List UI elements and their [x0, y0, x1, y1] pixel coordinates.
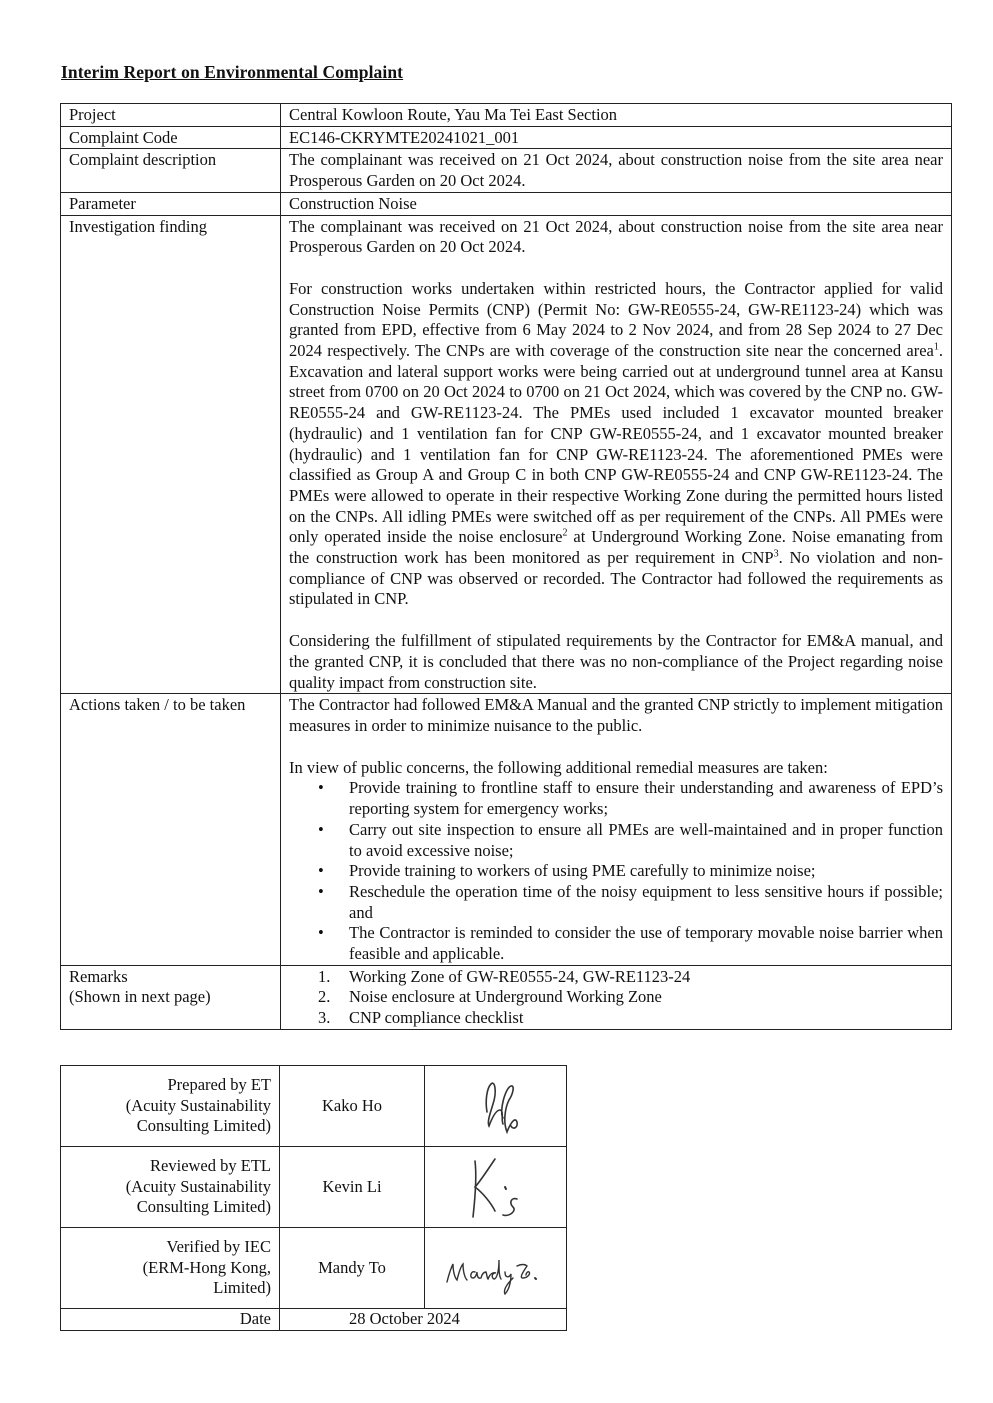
actions-label: Actions taken / to be taken: [61, 694, 281, 965]
complaint-code-label: Complaint Code: [61, 126, 281, 149]
prepared-role: Prepared by ET (Acuity Sustainability Consulting Limited): [61, 1066, 280, 1147]
report-title: Interim Report on Environmental Complaint: [61, 62, 404, 82]
complaint-table: [60, 103, 952, 1030]
parameter-label: Parameter: [61, 192, 281, 215]
actions-paragraph-1: The Contractor had followed EM&A Manual and the granted CNP strictly to implement mitigation measures in order to minimize nuisance to the public.: [289, 695, 943, 735]
project-value: Central Kowloon Route, Yau Ma Tei East Section: [281, 104, 952, 127]
remarks-label: Remarks (Shown in next page): [61, 965, 281, 1029]
row-reviewed: [61, 1147, 567, 1228]
list-item: • Provide training to frontline staff to ensure their understanding and awareness of EPD’s reporting system for emergency works;: [349, 778, 943, 819]
footnote-2: 2: [562, 527, 568, 539]
date-value: 28 October 2024: [280, 1309, 567, 1331]
row-verified: [61, 1228, 567, 1309]
verified-signature: [425, 1228, 567, 1309]
list-item: • Provide training to workers of using PME carefully to minimize noise;: [349, 861, 943, 882]
row-complaint-description: [61, 149, 952, 192]
date-label: Date: [61, 1309, 280, 1331]
footnote-1: 1: [933, 341, 939, 353]
investigation-finding-value: [281, 215, 952, 694]
row-prepared: [61, 1066, 567, 1147]
list-item: 2. Noise enclosure at Underground Working Zone: [318, 987, 662, 1007]
reviewed-signature: [425, 1147, 567, 1228]
row-complaint-code: [61, 126, 952, 149]
signature-to-icon: [425, 1228, 566, 1308]
complaint-description-label: Complaint description: [61, 149, 281, 192]
actions-value: [281, 694, 952, 965]
signoff-table: [60, 1065, 567, 1331]
complaint-code-value: EC146-CKRYMTE20241021_001: [281, 126, 952, 149]
list-item: • Reschedule the operation time of the noisy equipment to less sensitive hours if possible; and: [349, 882, 943, 923]
investigation-finding-label: Investigation finding: [61, 215, 281, 694]
project-label: Project: [61, 104, 281, 127]
prepared-signature: [425, 1066, 567, 1147]
reviewed-role: Reviewed by ETL (Acuity Sustainability Consulting Limited): [61, 1147, 280, 1228]
complaint-description-value: [281, 149, 952, 192]
remarks-sublabel: (Shown in next page): [69, 987, 211, 1007]
finding-paragraph-3: Considering the fulfillment of stipulated requirements by the Contractor for EM&A manual, and the granted CNP, it is concluded that there was no non-compliance of the Project regarding noise quality impact from construction site.: [289, 631, 943, 692]
description-text: The complainant was received on 21 Oct 2024, about construction noise from the site area near Prosperous Garden on 20 Oct 2024.: [289, 150, 943, 191]
prepared-name: Kako Ho: [280, 1066, 425, 1147]
parameter-value: Construction Noise: [281, 192, 952, 215]
actions-paragraph-2: In view of public concerns, the following additional remedial measures are taken:: [289, 757, 828, 777]
verified-role: Verified by IEC (ERM-Hong Kong, Limited): [61, 1228, 280, 1309]
list-item: 3. CNP compliance checklist: [318, 1008, 524, 1028]
list-item: • The Contractor is reminded to consider the use of temporary movable noise barrier when feasible and applicable.: [349, 923, 943, 964]
finding-paragraph-2: For construction works undertaken within restricted hours, the Contractor applied for valid Construction Noise Permits (CNP) (Permit No: GW-RE0555-24, GW-RE1123-24) which was granted from EPD, effective from 6 May 2024 to 2 Nov 2024, and from 28 Sep 2024 to 27 Dec 2024 respectively. The CNPs are with coverage of the construction site near the concerned area$^1$. Excavation and lateral support works were being carried out at underground tunnel area at Kansu street from 0700 on 20 Oct 2024 to 0700 on 21 Oct 2024, which was covered by the CNP no. GW-RE0555-24 and GW-RE1123-24. The PMEs used included 1 excavator mounted breaker (hydraulic) and 1 ventilation fan for CNP GW-RE0555-24, and 1 excavator mounted breaker (hydraulic) and 1 ventilation fan for CNP GW-RE1123-24. The aforementioned PMEs were classified as Group A and Group C in both CNP GW-RE0555-24 and CNP GW-RE1123-24. The PMEs were allowed to operate in their respective Working Zone during the permitted hours listed on the CNPs. All idling PMEs were switched off as per requirement of the CNPs. All PMEs were only operated inside the noise enclosure$^2$ at Underground Working Zone. Noise emanating from the construction work has been monitored as per requirement in CNP$^3$. No violation and non-compliance of CNP was observed or recorded. The Contractor had followed the requirements as stipulated in CNP.: [289, 278, 943, 609]
remedial-measures-list: [289, 778, 943, 964]
row-date: [61, 1309, 567, 1331]
remarks-list: [289, 967, 943, 1029]
finding-paragraph-1: The complainant was received on 21 Oct 2024, about construction noise from the site area near Prosperous Garden on 20 Oct 2024.: [289, 216, 943, 257]
row-remarks: [61, 965, 952, 1029]
reviewed-name: Kevin Li: [280, 1147, 425, 1228]
row-project: [61, 104, 952, 127]
signature-li-icon: [425, 1147, 566, 1227]
signature-ho-icon: [425, 1066, 566, 1146]
row-actions: [61, 694, 952, 965]
row-parameter: [61, 192, 952, 215]
remarks-value: [281, 965, 952, 1029]
row-investigation-finding: [61, 215, 952, 694]
verified-name: Mandy To: [280, 1228, 425, 1309]
list-item: • Carry out site inspection to ensure all PMEs are well-maintained and in proper function to avoid excessive noise;: [349, 820, 943, 861]
footnote-3: 3: [773, 548, 779, 560]
list-item: 1. Working Zone of GW-RE0555-24, GW-RE1123-24: [318, 966, 691, 986]
